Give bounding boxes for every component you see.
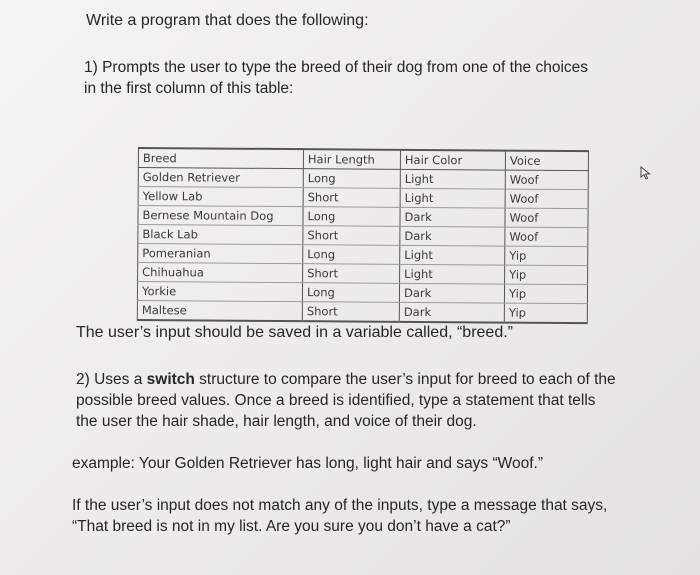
step2-paragraph <box>76 369 616 432</box>
dog-breed-table <box>137 147 589 324</box>
cell-hair-length: Long <box>303 207 400 227</box>
cell-hair-length: Long <box>303 169 400 189</box>
cell-hair-length: Short <box>303 226 400 246</box>
cell-hair-color: Dark <box>400 207 505 227</box>
cell-voice: Yip <box>505 265 588 285</box>
header-cell-voice: Voice <box>505 151 588 171</box>
cell-hair-length: Short <box>303 264 400 284</box>
header-cell-hair-color: Hair Color <box>400 150 505 170</box>
no-match-line2: “That breed is not in my list. Are you sure you don’t have a cat?” <box>72 518 511 535</box>
no-match-paragraph <box>72 495 607 537</box>
header-cell-breed: Breed <box>138 148 303 169</box>
step1-paragraph <box>84 57 588 99</box>
cell-breed: Black Lab <box>138 225 303 245</box>
cell-hair-color: Light <box>400 245 505 265</box>
header-cell-hair-length: Hair Length <box>303 149 400 169</box>
cell-breed: Maltese <box>137 300 302 321</box>
cell-hair-color: Light <box>400 264 505 284</box>
cell-voice: Woof <box>505 170 588 190</box>
step2-line1 <box>76 369 616 390</box>
cell-hair-color: Dark <box>399 302 504 322</box>
variable-note: The user’s input should be saved in a variable called, “breed.” <box>76 324 513 341</box>
no-match-line1: If the user’s input does not match any of the inputs, type a message that says, <box>72 497 608 514</box>
intro-heading: Write a program that does the following: <box>86 12 369 29</box>
cell-voice: Yip <box>504 284 587 304</box>
step2-line2: possible breed values. Once a breed is identified, type a statement that tells <box>76 392 596 409</box>
step2-suffix: structure to compare the user’s input for breed to each of the <box>194 371 616 388</box>
table-row <box>137 300 587 323</box>
cell-breed: Bernese Mountain Dog <box>138 206 303 226</box>
cell-breed: Yorkie <box>137 282 302 302</box>
step1-line2: in the first column of this table: <box>84 80 294 97</box>
cell-hair-color: Light <box>400 188 505 208</box>
cell-hair-length: Short <box>303 188 400 208</box>
cell-voice: Woof <box>505 189 588 209</box>
cell-voice: Yip <box>505 246 588 266</box>
cell-breed: Chihuahua <box>138 263 303 283</box>
step2-line3: the user the hair shade, hair length, and voice of their dog. <box>76 413 477 430</box>
cell-voice: Yip <box>504 303 587 323</box>
cell-hair-color: Dark <box>399 283 504 303</box>
cell-breed: Yellow Lab <box>138 187 303 207</box>
cell-voice: Woof <box>505 227 588 247</box>
example-statement: example: Your Golden Retriever has long, light hair and says “Woof.” <box>72 455 543 472</box>
cell-breed: Golden Retriever <box>138 168 303 188</box>
cell-hair-color: Dark <box>400 226 505 246</box>
cell-voice: Woof <box>505 208 588 228</box>
cell-hair-color: Light <box>400 169 505 189</box>
cell-breed: Pomeranian <box>138 244 303 264</box>
switch-keyword: switch <box>146 371 195 388</box>
cell-hair-length: Short <box>302 302 399 322</box>
cell-hair-length: Long <box>302 283 399 303</box>
cell-hair-length: Long <box>303 245 400 265</box>
step1-line1: 1) Prompts the user to type the breed of their dog from one of the choices <box>84 59 589 76</box>
step2-prefix: 2) Uses a <box>76 371 147 388</box>
